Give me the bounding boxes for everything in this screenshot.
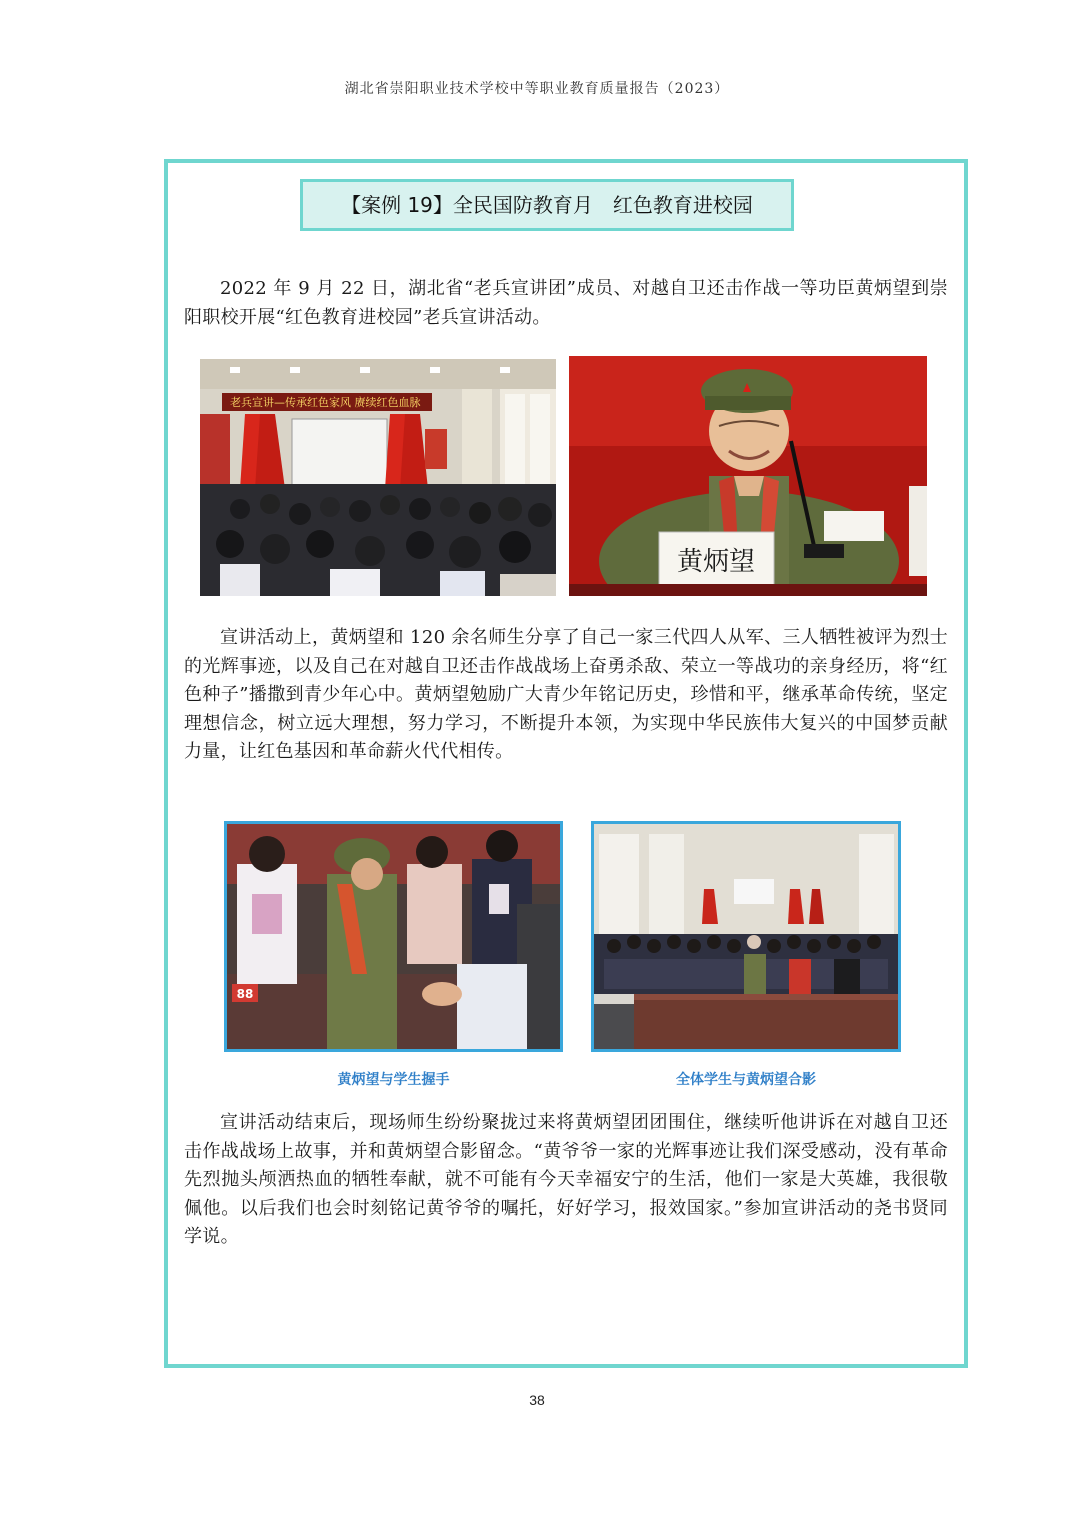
group-caption: 全体学生与黄炳望合影 [676, 1072, 816, 1088]
group-photo [591, 821, 901, 1052]
page-number: 38 [529, 1392, 545, 1408]
handshake-caption: 黄炳望与学生握手 [337, 1072, 450, 1088]
speaker-portrait-photo [569, 356, 927, 596]
handshake-photo [224, 821, 563, 1052]
nameplate-text: 黄炳望 [676, 547, 756, 577]
lecture-banner-text: 老兵宣讲—传承红色家风 赓续红色血脉 [230, 396, 421, 409]
seat-number-text: 88 [236, 987, 254, 1001]
intro-paragraph: 2022 年 9 月 22 日，湖北省“老兵宣讲团”成员、对越自卫还击作战一等功臣黄炳望到崇阳职校开展“红色教育进校园”老兵宣讲活动。 [184, 278, 948, 328]
body-paragraph-2: 宣讲活动结束后，现场师生纷纷聚拢过来将黄炳望团团围住，继续听他讲诉在对越自卫还击作战战场上故事，并和黄炳望合影留念。“黄爷爷一家的光辉事迹让我们深受感动，没有革命先烈抛头颅洒热血的牺牲奉献，就不可能有今天幸福安宁的生活，他们一家是大英雄，我很敬佩他。以后我们也会时刻铭记黄爷爷的嘱托，好好学习，报效国家。”参加宣讲活动的尧书贤同学说。 [184, 1112, 948, 1248]
running-header: 湖北省崇阳职业技术学校中等职业教育质量报告（2023） [344, 81, 730, 97]
lecture-hall-photo [200, 359, 556, 596]
body-paragraph-1: 宣讲活动上，黄炳望和 120 余名师生分享了自己一家三代四人从军、三人牺牲被评为烈士的光辉事迹，以及自己在对越自卫还击作战战场上奋勇杀敌、荣立一等战功的亲身经历，将“红色种子”播撒到青少年心中。黄炳望勉励广大青少年铭记历史，珍惜和平，继承革命传统，坚定理想信念，树立远大理想，努力学习，不断提升本领，为实现中华民族伟大复兴的中国梦贡献力量，让红色基因和革命薪火代代相传。 [184, 627, 948, 763]
case-title: 【案例 19】全民国防教育月 红色教育进校园 [300, 179, 794, 231]
